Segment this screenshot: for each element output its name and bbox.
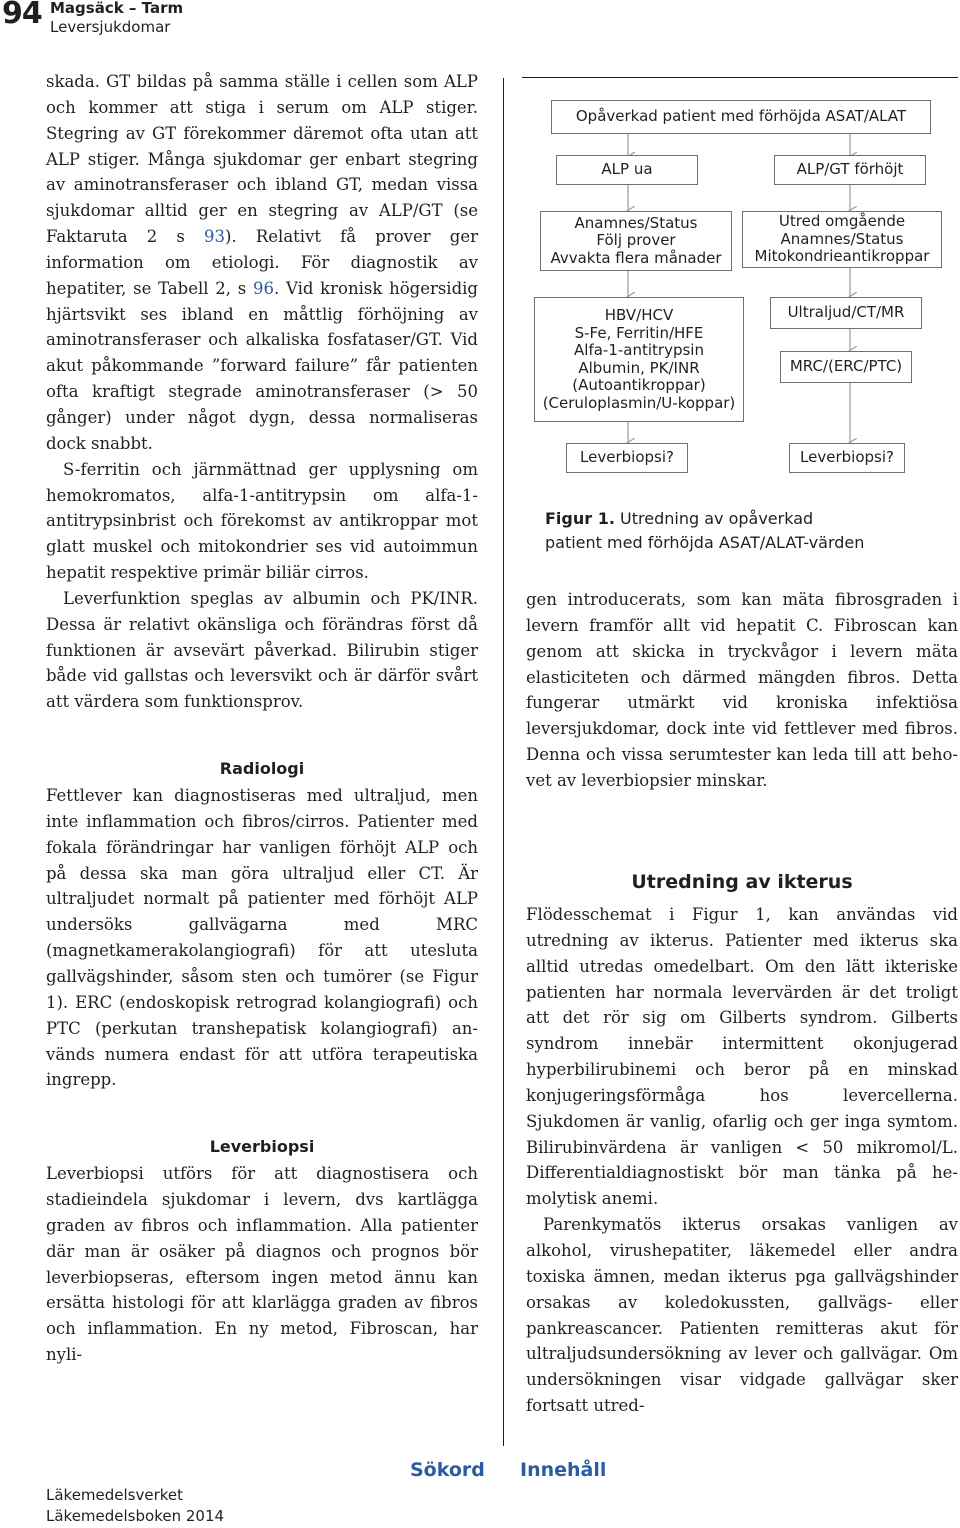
heading-ikterus: Utredning av ikterus — [631, 871, 853, 893]
flowchart-arrows — [522, 77, 958, 487]
nav-sokord-link[interactable]: Sökord — [410, 1459, 485, 1481]
page-link-93[interactable]: 93 — [204, 227, 226, 247]
flow-box-leverbiopsi-left: Leverbiopsi? — [566, 443, 688, 473]
flow-box-start: Opåverkad patient med förhöjda ASAT/ALAT — [551, 100, 931, 134]
flow-box-alp-gt-high: ALP/GT förhöjt — [774, 155, 926, 185]
figure-caption: Figur 1. Utredning av opåverkad patient med förhöjda ASAT/ALAT-värden — [545, 509, 865, 552]
flow-box-mrc: MRC/(ERC/PTC) — [780, 351, 912, 383]
flow-box-utred-omgaende: Utred omgående Anamnes/Status Mitokondrieantikroppar — [742, 211, 942, 268]
flow-box-leverbiopsi-right: Leverbiopsi? — [789, 443, 905, 473]
paragraph-ikterus-1: Flödesschemat i Figur 1, kan användas vid utredning av ikterus. Patienter med ikterus ska alltid utredas omedelbart. Om den lätt ikteriske patienten har normala levervärden är det troligt att det rör sig om Gilberts syndrom. Gilberts syndrom innebär intermittent okonjugerad hyperbilirubinemi och beror på en minskad konjugeringsförmåga hos levercellerna. Sjukdomen är vanlig, ofarlig och ger inga symtom. Bilirubinvärdena är vanligen < 50 mikromol/L. Differentialdiagnostiskt bör man tänka på hemolytisk anemi. — [526, 905, 958, 1209]
paragraph-gt: skada. GT bildas på samma ställe i cellen som ALP och kommer att stiga i serum om ALP stiger. Stegring av GT förekommer däremot ofta utan att ALP stiger. Många sjukdomar ger enbart stegring av aminotransferaser och ibland GT, medan vissa sjukdomar alltid ger en stegring av ALP/GT (se Faktaruta 2 s 93). Relativt få prover ger information om etiologi. För diagnostik av hepatiter, se Tabell 2, s 96. Vid kronisk högersidig hjärtsvikt ses ibland en måttlig förhöjning av aminotransferaser och alkaliska fosfataser/GT. Vid akut påkommande ”forward failure” får patienten ofta kraftigt stegrade aminotransferaser (> 50 gånger) under något dygn, dessa normaliseras dock snabbt. — [46, 72, 478, 453]
footer-publisher: Läkemedelsverket — [46, 1486, 184, 1504]
figure-caption-label: Figur 1. — [545, 509, 615, 528]
paragraph-leverbiopsi: Leverbiopsi utförs för att diagnostisera och stadieindela sjukdomar i levern, dvs kartlägga graden av fibros och inflammation. Alla patienter där man är osäker på diagnos och prognos bör leverbiopseras, eftersom ingen metod ännu kan ersätta histologi för att klarlägga graden av fibros och inflammation. En ny metod, Fibroscan, har nyli- — [46, 1164, 478, 1365]
right-column-top — [526, 587, 958, 794]
paragraph-radiologi: Fettlever kan diagnostiseras med ultraljud, men inte inflammation och fibros/cirros. Patienter med fokala förändringar har vanligen förhöjt ALP och på dessa ska man göra ultraljud eller CT. Är ultraljudet normalt på patienter med förhöjt ALP undersöks gallvägarna med MRC (magnetkamerakolangiografi) för att utesluta gallvägshinder, såsom sten och tumörer (se Figur 1). ERC (endoskopisk retrograd kolangiografi) och PTC (perkutan transhepatisk kolangiografi) används numera endast för att utföra terapeutiska ingrepp. — [46, 786, 478, 1090]
right-column-ikterus — [526, 871, 958, 1419]
nav-innehall-link[interactable]: Innehåll — [520, 1459, 607, 1481]
page-link-96[interactable]: 96 — [252, 278, 274, 298]
footer-book-title: Läkemedelsboken 2014 — [46, 1507, 225, 1525]
flowchart-figure — [522, 77, 958, 487]
section-subtitle: Leversjukdomar — [50, 18, 171, 36]
section-title: Magsäck – Tarm — [50, 0, 184, 17]
paragraph-ikterus-2: Parenkymatös ikterus orsakas vanligen av alkohol, virushepatiter, läkemedel eller andra toxiska ämnen, medan ikterus pga gallvägshinder orsakas av koledokussten, gallvägs- eller pankreascancer. Patienten remitteras akut för ultraljudsundersökning av lever och gallvägar. Om undersökningen visar vidgade gallvägar sker fortsatt utred- — [526, 1215, 958, 1416]
flow-box-ultraljud: Ultraljud/CT/MR — [770, 297, 922, 329]
column-divider — [503, 78, 504, 1446]
flow-box-alp-ua: ALP ua — [556, 155, 698, 185]
flow-box-anamnes-follow: Anamnes/Status Följ prover Avvakta flera månader — [540, 211, 732, 271]
paragraph-ferritin: S-ferritin och järnmättnad ger upplysning om hemokromatos, alfa-1-antitrypsin om alfa-1-antitrypsinbrist och förekomst av antikroppar mot glatt muskel och mitokondrier ses vid autoimmun hepatit respektive primär biliär cirros. — [46, 459, 478, 583]
heading-leverbiopsi: Leverbiopsi — [209, 1137, 315, 1157]
paragraph-leverfunktion: Leverfunktion speglas av albumin och PK/INR. Dessa är relativt okänsliga och förändras först då funktionen är avsevärt påverkad. Bilirubin stiger både vid gallstas och leversvikt och är därför svårt att värdera som funktionsprov. — [46, 588, 478, 712]
page-number: 94 — [2, 0, 42, 31]
paragraph-fibroscan: gen introducerats, som kan mäta fibrosgraden i levern framför allt vid hepatit C. Fibroscan kan genom att skicka in tryckvågor i levern mäta elasticiteten och därmed mängden fibros. Detta fungerar utmärkt vid kroniska infektiösa leversjukdomar, dock inte vid fettlever med fibros. Denna och vissa serumtester kan leda till att behovet av leverbiopsier minskar. — [526, 590, 958, 790]
left-column — [46, 69, 478, 1368]
heading-radiologi: Radiologi — [219, 759, 305, 779]
flow-box-lab-tests: HBV/HCV S-Fe, Ferritin/HFE Alfa-1-antitrypsin Albumin, PK/INR (Autoantikroppar) (Ceruloplasmin/U-koppar) — [534, 297, 744, 422]
